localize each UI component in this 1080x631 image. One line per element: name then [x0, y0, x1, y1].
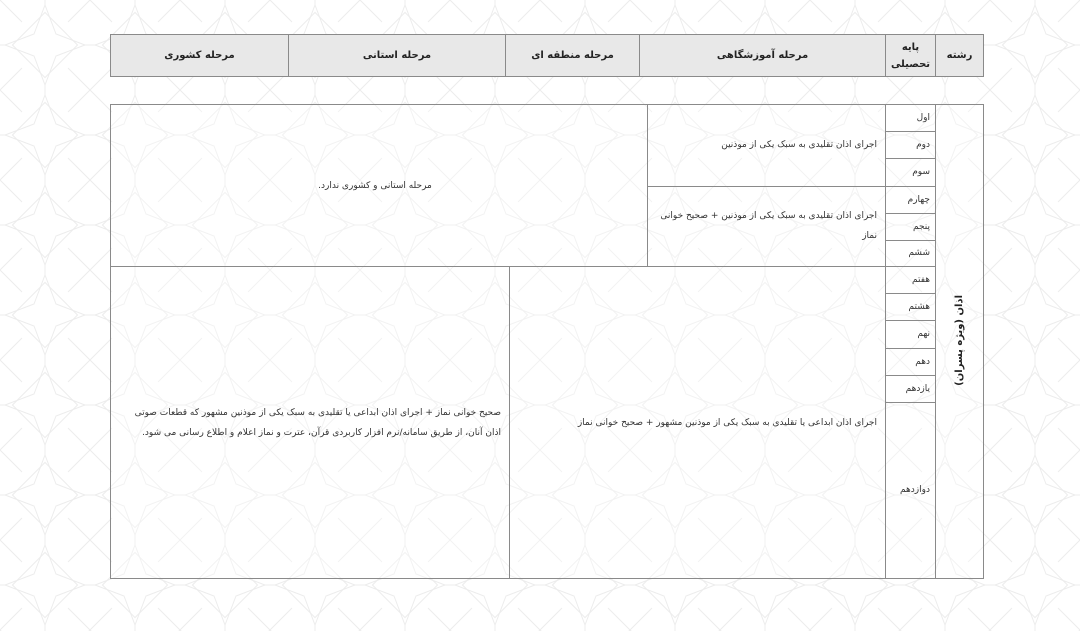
header-regional-stage: مرحله منطقه ای: [506, 35, 640, 77]
no-provincial-national-note: مرحله استانی و کشوری ندارد.: [111, 105, 648, 267]
grades-7-12-school-stage: اجرای اذان ابداعی یا تقلیدی به سبک یکی از موذنین مشهور + صحیح خوانی نماز: [510, 267, 886, 579]
header-grade-level-line1: پایه: [901, 41, 920, 53]
grade-12: دوازدهم: [886, 402, 936, 578]
grade-7: هفتم: [886, 267, 936, 294]
header-grade-level: [886, 35, 936, 77]
header-grade-level-line2: تحصیلی: [890, 58, 931, 70]
grade-5: پنجم: [886, 213, 936, 240]
header-field: رشته: [936, 35, 984, 77]
header-national-stage: مرحله کشوری: [111, 35, 289, 77]
grade-9: نهم: [886, 321, 936, 348]
header-table: [110, 34, 984, 77]
grade-10: دهم: [886, 348, 936, 375]
grades-1-3-school-stage: اجرای اذان تقلیدی به سبک یکی از موذنین: [648, 105, 886, 187]
header-school-stage: مرحله آموزشگاهی: [640, 35, 886, 77]
grade-2: دوم: [886, 132, 936, 159]
grade-11: یازدهم: [886, 375, 936, 402]
grade-8: هشتم: [886, 294, 936, 321]
grades-4-6-school-stage: اجرای اذان تقلیدی به سبک یکی از موذنین + صحیح خوانی نماز: [648, 186, 886, 267]
grade-4: چهارم: [886, 186, 936, 213]
grade-1: اول: [886, 105, 936, 132]
field-name-cell: [936, 105, 984, 579]
field-name: اذان (ویژه پسران): [954, 294, 965, 386]
header-provincial-stage: مرحله استانی: [289, 35, 506, 77]
grade-3: سوم: [886, 159, 936, 186]
competition-stages-table: [110, 104, 984, 579]
grade-6: ششم: [886, 240, 936, 266]
grades-7-12-upper-stages: صحیح خوانی نماز + اجرای اذان ابداعی یا تقلیدی به سبک یکی از موذنین مشهور که قطعات صوتی اذان آنان، از طریق سامانه/نرم افزار کاربردی قرآن، عترت و نماز اعلام و اطلاع رسانی می شود.: [111, 267, 510, 579]
